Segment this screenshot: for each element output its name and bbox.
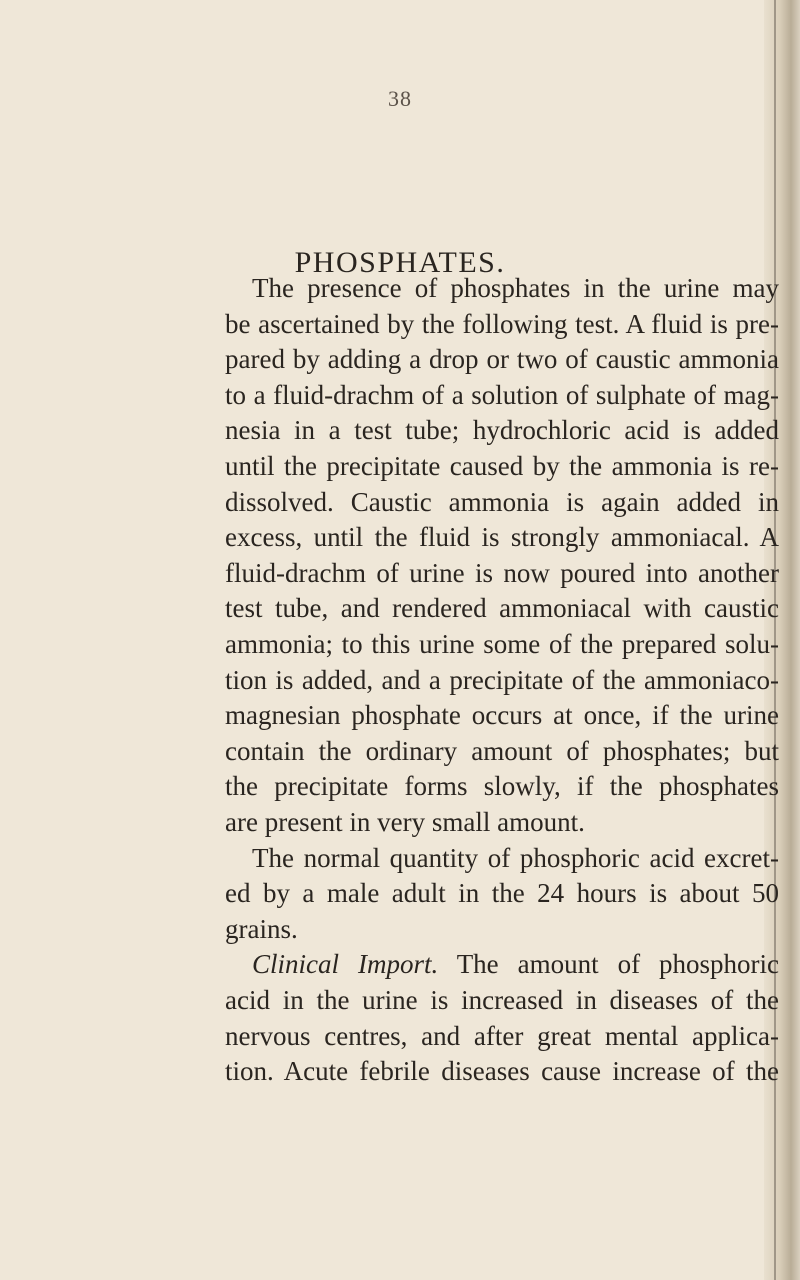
body-line: dissolved. Caustic ammonia is again added in [225,487,779,517]
body-line: The normal quantity of phosphoric acid excret- [252,843,779,873]
body-line: magnesian phosphate occurs at once, if the urine [225,700,779,730]
body-line: fluid-drachm of urine is now poured into another [225,558,779,588]
body-line: to a fluid-drachm of a solution of sulphate of mag- [225,380,779,410]
body-line: excess, until the fluid is strongly ammoniacal. A [225,522,779,552]
body-line: ed by a male adult in the 24 hours is about 50 [225,878,779,908]
body-line: test tube, and rendered ammoniacal with caustic [225,593,779,623]
body-line: The presence of phosphates in the urine may [252,273,779,303]
clinical-import-heading: Clinical Import. [252,949,439,979]
body-line: ammonia; to this urine some of the prepared solu- [225,629,779,659]
body-line: contain the ordinary amount of phosphates; but [225,736,779,766]
page-number: 38 [388,86,412,111]
body-line: be ascertained by the following test. A fluid is pre- [225,309,779,339]
body-line: tion is added, and a precipitate of the ammoniaco- [225,665,779,695]
body-line: until the precipitate caused by the ammonia is re- [225,451,779,481]
body-line: grains. [225,914,298,944]
body-line: are present in very small amount. [225,807,585,837]
body-line: the precipitate forms slowly, if the phosphates [225,771,779,801]
body-line: nesia in a test tube; hydrochloric acid is added [225,415,779,445]
body-line: acid in the urine is increased in diseases of the [225,985,779,1015]
section-title: PHOSPHATES. [294,246,506,279]
body-text: The amount of phosphoric [438,949,780,979]
body-line: tion. Acute febrile diseases cause increase of the [225,1056,779,1086]
body-line: pared by adding a drop or two of caustic ammonia [225,344,779,374]
body-line: nervous centres, and after great mental applica- [225,1021,779,1051]
body-line [252,948,779,980]
